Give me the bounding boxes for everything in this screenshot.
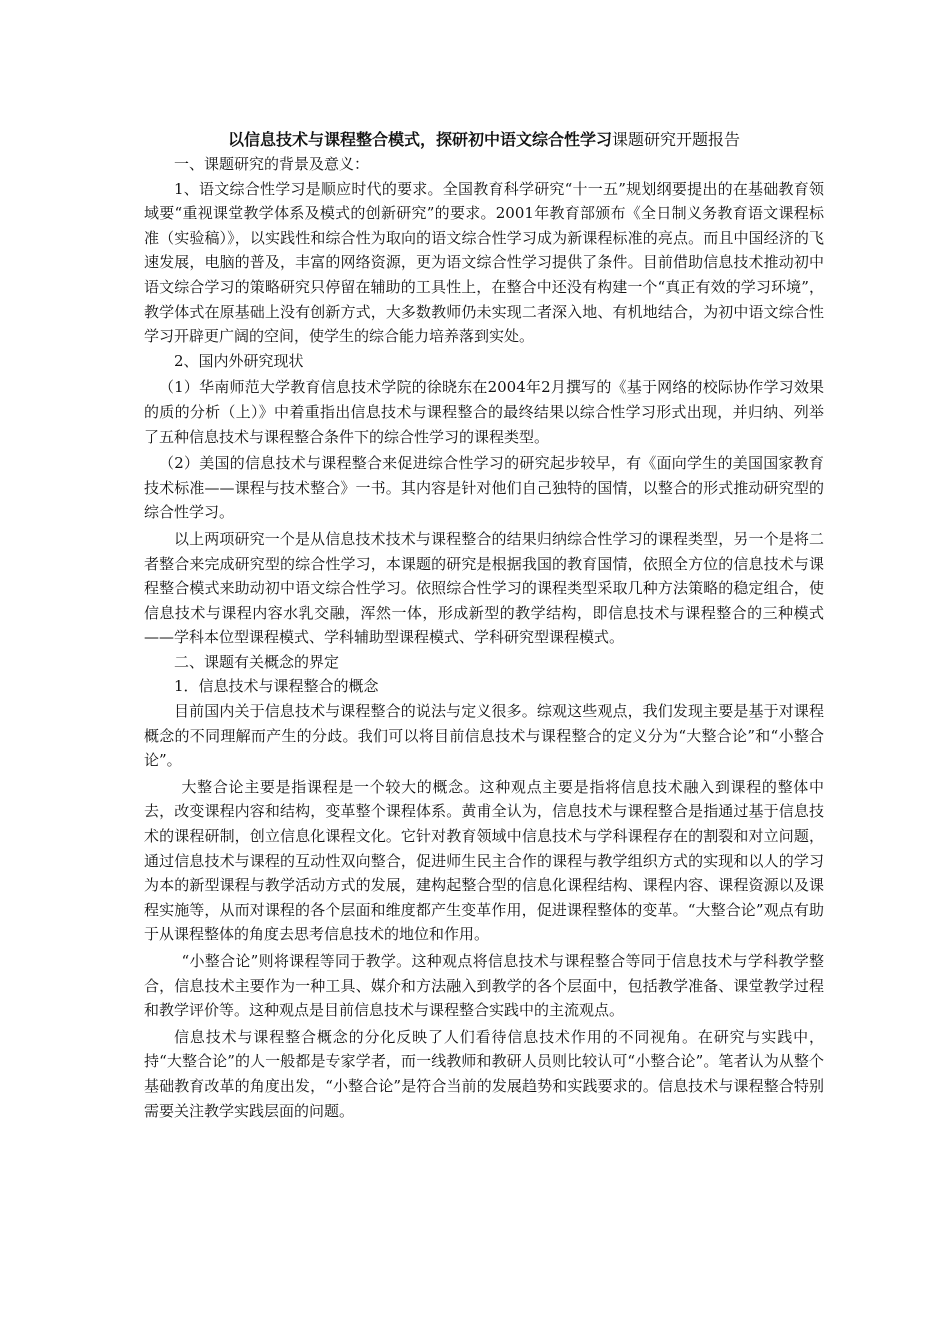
title-bold-part: 以信息技术与课程整合模式，探研初中语文综合性学习 [227, 130, 612, 149]
paragraph-foreign-research: （2）美国的信息技术与课程整合来促进综合性学习的研究起步较早，有《面向学生的美国国家教育技术标准——课程与技术整合》一书。其内容是针对他们自己独特的国情，以整合的形式推动研究型的综合性学习。 [144, 454, 824, 522]
paragraph-conclusion: 信息技术与课程整合概念的分化反映了人们看待信息技术作用的不同视角。在研究与实践中，持“大整合论”的人一般都是专家学者，而一线教师和教研人员则比较认可“小整合论”。笔者认为从整个基础教育改革的角度出发，“小整合论”是符合当前的发展趋势和实践要求的。信息技术与课程整合特别需要关注教学实践层面的问题。 [144, 1027, 824, 1120]
section-1-heading: 一、课题研究的背景及意义： [174, 155, 370, 173]
paragraph-broad-integration: 大整合论主要是指课程是一个较大的概念。这种观点主要是指将信息技术融入到课程的整体中去，改变课程内容和结构，变革整个课程体系。黄甫全认为，信息技术与课程整合是指通过基于信息技术的课程研制，创立信息化课程文化。它针对教育领域中信息技术与学科课程存在的割裂和对立问题，通过信息技术与课程的互动性双向整合，促进师生民主合作的课程与教学组织方式的实现和以人的学习为本的新型课程与教学活动方式的发展，建构起整合型的信息化课程结构、课程内容、课程资源以及课程实施等，从而对课程的各个层面和维度都产生变革作用，促进课程整体的变革。“大整合论”观点有助于从课程整体的角度去思考信息技术的地位和作用。 [144, 777, 824, 944]
paragraph-concept-intro: 目前国内关于信息技术与课程整合的说法与定义很多。综观这些观点，我们发现主要是基于对课程概念的不同理解而产生的分歧。我们可以将目前信息技术与课程整合的定义分为“大整合论”和“小整合论”。 [144, 702, 824, 770]
document-body [144, 128, 824, 1123]
document-title [144, 128, 824, 152]
paragraph-domestic-research: （1）华南师范大学教育信息技术学院的徐晓东在2004年2月撰写的《基于网络的校际协作学习效果的质的分析（上）》中着重指出信息技术与课程整合的最终结果以综合性学习形式出现，并归纳、列举了五种信息技术与课程整合条件下的综合性学习的课程类型。 [144, 378, 824, 446]
title-rest-part: 课题研究开题报告 [612, 130, 741, 149]
subsection-research-status-heading: 2、国内外研究现状 [174, 351, 304, 370]
paragraph-background: 1、语文综合性学习是顺应时代的要求。全国教育科学研究“十一五”规划纲要提出的在基础教育领域要“重视课堂教学体系及模式的创新研究”的要求。2001年教育部颁布《全日制义务教育语文课程标准（实验稿）》，以实践性和综合性为取向的语文综合性学习成为新课程标准的亮点。而且中国经济的飞速发展，电脑的普及，丰富的网络资源，更为语文综合性学习提供了条件。目前借助信息技术推动初中语文综合学习的策略研究只停留在辅助的工具性上，在整合中还没有构建一个“真正有效的学习环境”，教学体式在原基础上没有创新方式，大多数教师仍未实现二者深入地、有机地结合，为初中语文综合性学习开辟更广阔的空间，使学生的综合能力培养落到实处。 [144, 179, 824, 346]
section-2-heading: 二、课题有关概念的界定 [174, 652, 340, 671]
paragraph-research-summary: 以上两项研究一个是从信息技术技术与课程整合的结果归纳综合性学习的课程类型，另一个是将二者整合来完成研究型的综合性学习，本课题的研究是根据我国的教育国情，依照全方位的信息技术与课程整合模式来助动初中语文综合性学习。依照综合性学习的课程类型采取几种方法策略的稳定组合，使信息技术与课程内容水乳交融，浑然一体，形成新型的教学结构，即信息技术与课程整合的三种模式——学科本位型课程模式、学科辅助型课程模式、学科研究型课程模式。 [144, 529, 824, 647]
paragraph-narrow-integration: “小整合论”则将课程等同于教学。这种观点将信息技术与课程整合等同于信息技术与学科教学整合，信息技术主要作为一种工具、媒介和方法融入到教学的各个层面中，包括教学准备、课堂教学过程和教学评价等。这种观点是目前信息技术与课程整合实践中的主流观点。 [144, 952, 824, 1020]
subsection-concept-heading: 1．信息技术与课程整合的概念 [174, 677, 379, 696]
